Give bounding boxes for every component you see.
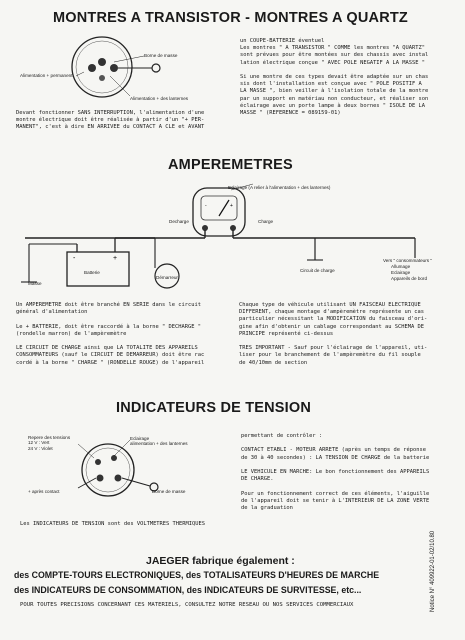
- notice-number: Notice N° 409922-01-02/10.80: [430, 530, 436, 612]
- label-borne-masse: Borne de masse: [144, 53, 178, 58]
- text-line: Pour un fonctionnement correct de ces éléments, l'aiguille: [241, 490, 430, 497]
- text-line: [240, 67, 428, 74]
- text-line: (rondelle marron) de l'ampèremètre: [16, 330, 127, 337]
- label-12v: 12 V : Vert: [28, 440, 50, 446]
- text-line: cordé à la borne " CHARGE " (RONDELLE ROUGE) de l'appareil: [16, 359, 205, 366]
- text-line: MANENT", c'est à dire EN ARRIVEE du CONTACT A CLE et AVANT: [16, 124, 205, 131]
- label-repere-tensions: [28, 435, 70, 451]
- label-demarreur: Démarreur: [156, 275, 178, 280]
- text-line: sont prévues pour être montées sur des chassis avec instal: [240, 52, 429, 59]
- text-line: CONTACT ETABLI - MOTEUR ARRETE (après un temps de réponse: [241, 447, 426, 454]
- text-line: TRES IMPORTANT - Sauf pour l'éclairage de l'appareil, uti-: [239, 345, 428, 352]
- label-repere: Repere des tensions: [28, 435, 71, 440]
- text-line: permettant de contrôler :: [241, 433, 323, 439]
- text-line: PRINCIPE représenté ci-dessus: [239, 330, 334, 337]
- text-line: [241, 462, 429, 469]
- sec2-right-text: [239, 302, 427, 367]
- text-line: [16, 316, 204, 323]
- text-line: Si une montre de ces types devait être adaptée sur un chas: [240, 74, 429, 81]
- section-title-indicateurs: INDICATEURS DE TENSION: [116, 400, 312, 416]
- bottom-jaeger-heading: JAEGER fabrique également :: [146, 555, 295, 567]
- bottom-line-2: des COMPTE-TOURS ELECTRONIQUES, des TOTALISATEURS D'HEURES DE MARCHE: [14, 570, 380, 580]
- text-line: Devant fonctionner SANS INTERRUPTION, l'alimentation d'une: [16, 110, 205, 116]
- sec3-left-text: Les INDICATEURS DE TENSION sont des VOLTMETRES THERMIQUES: [20, 521, 205, 527]
- text-line: DIFFERENT, chaque montage d'ampèremètre représente un cas: [239, 309, 424, 316]
- text-line: un COUPE-BATTERIE éventuel: [240, 38, 325, 44]
- label-decharge: Decharge: [169, 219, 189, 224]
- label-alim-permanent: Alimentation + permanent: [20, 73, 73, 78]
- label-alim-lanternes: Alimentation + des lanternes: [130, 96, 189, 101]
- label-lanternes: alimentation + des lanternes: [130, 441, 188, 447]
- sec1-left-text: [16, 110, 204, 132]
- ammeter-wiring-diagram: [15, 180, 445, 295]
- text-line: CONSOMMATEURS (sauf le CIRCUIT DE DEMARREUR) doit être rac: [16, 352, 205, 359]
- label-eclairage-amp: Eclairage (A relier à l'alimentation + des lanternes): [228, 185, 331, 190]
- text-line: de l'appareil doit se tenir à L'INTERIEUR DE LA ZONE VERTE: [241, 497, 430, 504]
- text-line: général d'alimentation: [16, 309, 88, 316]
- text-line: de 30 à 40 secondes) : LA TENSION DE CHARGE de la batterie: [241, 454, 430, 461]
- sec1-right-text: [240, 38, 428, 117]
- label-eclairage: Eclairage: [130, 436, 150, 441]
- svg-text:-: -: [205, 203, 207, 209]
- label-batterie: Batterie: [84, 270, 100, 275]
- label-charge: Charge: [258, 219, 274, 224]
- text-line: liser pour le branchement de l'ampèremètre du fil souple: [239, 352, 421, 359]
- text-line: montre électrique doit être réalisée à partir d'un "+ PER-: [16, 117, 205, 124]
- text-line: DE CHARGE.: [241, 476, 274, 483]
- text-line: [241, 483, 429, 490]
- label-allumage: Allumage: [391, 264, 411, 269]
- label-24v: 24 V : Violet: [28, 445, 53, 451]
- text-line: Chaque type de véhicule utilisant UN FAISCEAU ELECTRIQUE: [239, 302, 421, 308]
- text-line: éclairage avec un porte lampe à deux bornes " ISOLE DE LA: [240, 102, 425, 109]
- page-title-montres: MONTRES A TRANSISTOR - MONTRES A QUARTZ: [53, 10, 408, 26]
- text-line: lation électrique conçue " AVEC POLE NEGATIF A LA MASSE ": [240, 59, 425, 66]
- label-appareils: Appareils de bord: [391, 276, 428, 281]
- text-line: de 40/10mm de section: [239, 359, 308, 366]
- text-line: LE CIRCUIT DE CHARGE ainsi que LA TOTALITE DES APPAREILS: [16, 345, 198, 352]
- text-line: par un support en matériau non conducteur, et réaliser son: [240, 95, 429, 102]
- text-line: LA MASSE ", bien veiller à l'isolation totale de la montre: [240, 88, 429, 95]
- text-line: particulier nécessitant la MODIFICATION du faisceau d'ori-: [239, 316, 428, 323]
- sec2-left-text: [16, 302, 204, 367]
- label-borne-masse-volt: Borne de masse: [152, 489, 186, 494]
- sec3-right-text: [241, 433, 429, 512]
- label-apres-contact: + après contact: [28, 489, 60, 494]
- svg-text:+: +: [230, 203, 233, 209]
- text-line: Un AMPEREMETRE doit être branché EN SERIE dans le circuit: [16, 302, 201, 308]
- text-line: de la graduation: [241, 505, 293, 512]
- text-line: Les montres " A TRANSISTOR " COMME les montres "A QUARTZ": [240, 45, 425, 52]
- text-line: gine afin d'obtenir un cablage correspondant au SCHEMA DE: [239, 323, 424, 330]
- text-line: LE VEHICULE EN MARCHE: Le bon fonctionnement des APPAREILS: [241, 469, 430, 476]
- text-line: [16, 338, 204, 345]
- section-title-amperemetres: AMPEREMETRES: [168, 157, 293, 173]
- text-line: Le + BATTERIE, doit être raccordé à la borne " DECHARGE ": [16, 323, 201, 330]
- bottom-line-3: des INDICATEURS DE CONSOMMATION, des INDICATEURS DE SURVITESSE, etc...: [14, 585, 362, 595]
- label-circuit-charge: Circuit de charge: [300, 268, 335, 273]
- label-masse: Masse: [28, 281, 42, 286]
- label-eclairage-volt: [130, 436, 188, 447]
- label-eclairage-consommateur: Eclairage: [391, 270, 411, 275]
- label-consommateurs: [383, 258, 432, 282]
- svg-text:-: -: [73, 255, 76, 262]
- bottom-footer: POUR TOUTES PRECISIONS CONCERNANT CES MATERIELS, CONSULTEZ NOTRE RESEAU OU NOS SERVICES COMMERCIAUX: [20, 602, 354, 608]
- text-line: sis dont l'installation est conçue avec " POLE POSITIF A: [240, 81, 422, 88]
- label-vers: Vers " consommateurs ": [383, 258, 432, 263]
- text-line: MASSE " (REFERENCE = 089159-01): [240, 110, 341, 117]
- svg-text:+: +: [113, 255, 118, 262]
